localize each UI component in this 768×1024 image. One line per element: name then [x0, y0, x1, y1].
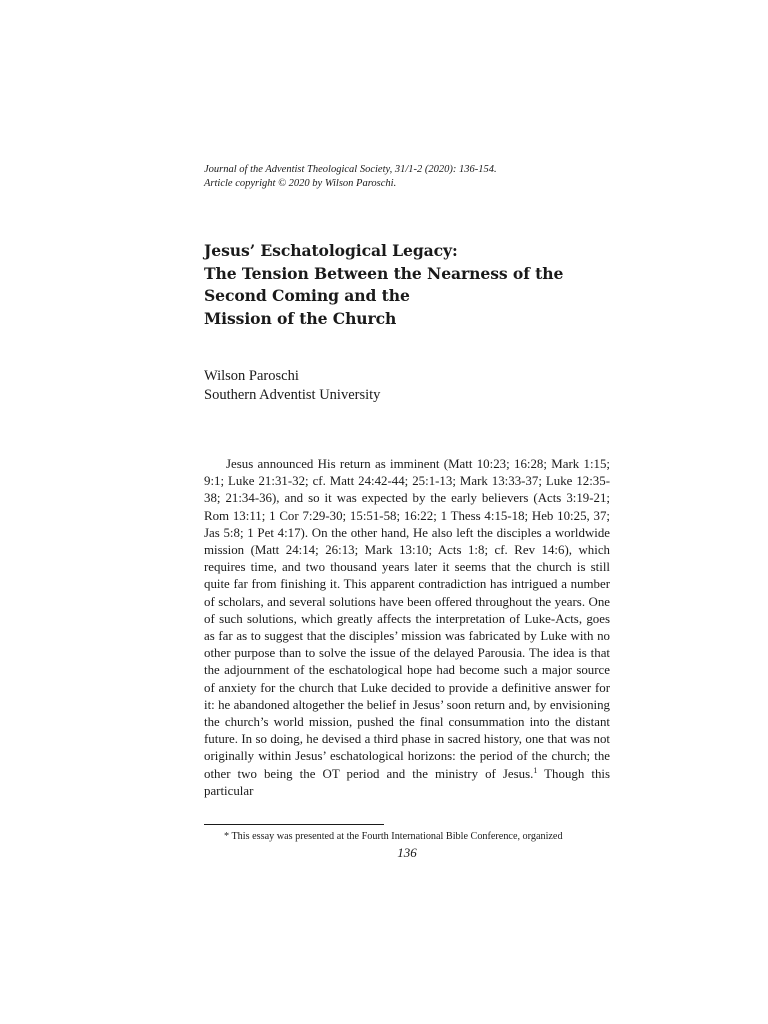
paragraph-text: Jesus announced His return as imminent (Matt 10:23; 16:28; Mark 1:15; 9:1; Luke 21:31-32; cf. Matt 24:42-44; 25:1-13; Mark 13:33-37; Luke 12:35-38; 21:34-36), and so it was expected by the early believers (Acts 3:19-21; Rom 13:11; 1 Cor 7:29-30; 15:51-58; 16:22; 1 Thess 4:15-18; Heb 10:25, 37; Jas 5:8; 1 Pet 4:17). On the other hand, He also left the disciples a worldwide mission (Matt 24:14; 26:13; Mark 13:10; Acts 1:8; cf. Rev 14:6), which requires time, and two thousand years later it seems that the church is still quite far from finishing it. This apparent contradiction has intrigued a number of scholars, and several solutions have been offered throughout the years. One of such solutions, which greatly affects the interpretation of Luke-Acts, goes as far as to suggest that the disciples’ mission was fabricated by Luke with no other purpose than to solve the issue of the delayed Parousia. The idea is that the adjournment of the eschatological hope had become such a major source of anxiety for the church that Luke decided to provide a definitive answer for it: he abandoned altogether the belief in Jesus’ soon return and, by envisioning the church’s world mission, pushed the final consummation into the distant future. In so doing, he devised a third phase in sacred history, one that was not originally within Jesus’ eschatological horizons: the period of the church; the other two being the OT period and the ministry of Jesus.: [204, 457, 610, 781]
page-number: 136: [397, 845, 417, 860]
paragraph-tail: Though this particular: [204, 766, 610, 798]
title-line-3: Second Coming and the: [204, 286, 410, 306]
footnote: * This essay was presented at the Fourth International Bible Conference, organized: [224, 831, 563, 842]
title-line-1: Jesus’ Eschatological Legacy:: [204, 241, 458, 260]
footnote-divider: [204, 824, 384, 825]
journal-header: [204, 163, 624, 191]
journal-citation: Journal of the Adventist Theological Society, 31/1-2 (2020): 136-154.: [204, 164, 497, 175]
author-affiliation: Southern Adventist University: [204, 387, 381, 403]
footnote-reference[interactable]: 1: [533, 765, 538, 775]
author-name: Wilson Paroschi: [204, 368, 299, 384]
body-paragraph: [204, 456, 610, 800]
title-line-2: The Tension Between the Nearness of the: [204, 263, 564, 283]
article-copyright: Article copyright © 2020 by Wilson Paroschi.: [204, 178, 397, 189]
title-line-4: Mission of the Church: [204, 308, 397, 328]
author-block: [204, 367, 624, 405]
article-title: [204, 240, 624, 330]
